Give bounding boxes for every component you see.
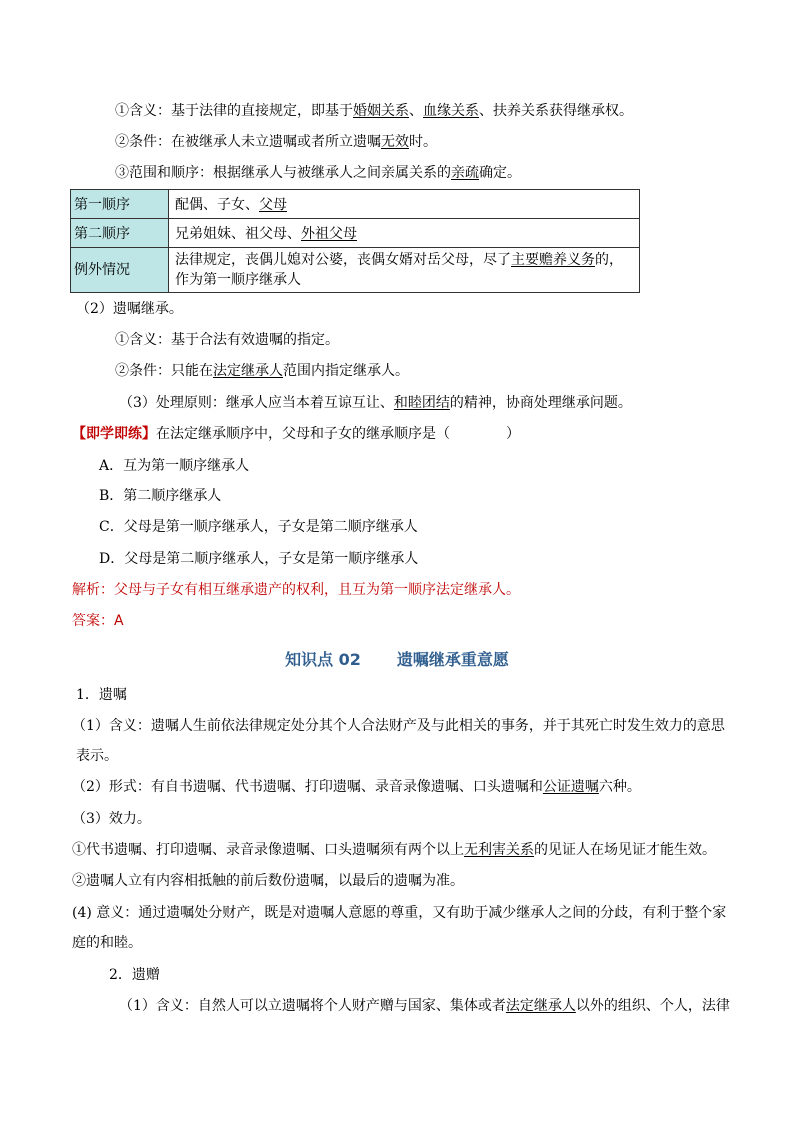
exercise-answer: 答案：A	[72, 613, 124, 629]
bequest-meaning: （1）含义：自然人可以立遗嘱将个人财产赠与国家、集体或者法定继承人以外的组织、个人，法律	[119, 998, 730, 1014]
section-number: 知识点 02	[285, 650, 361, 669]
option-b: B．第二顺序继承人	[99, 488, 222, 504]
will-significance-line1: (4) 意义：通过遗嘱处分财产，既是对遗嘱人意愿的尊重，又有助于减少继承人之间的分歧，有利于整个家	[72, 905, 727, 921]
exercise-analysis: 解析：父母与子女有相互继承遗产的权利，且互为第一顺序法定继承人。	[72, 582, 520, 598]
row-label: 第二顺序	[71, 219, 169, 248]
section-title	[0, 647, 794, 670]
will-form: （2）形式：有自书遗嘱、代书遗嘱、打印遗嘱、录音录像遗嘱、口头遗嘱和公证遗嘱六种。	[72, 779, 641, 795]
will-effect-heading: （3）效力。	[72, 811, 151, 827]
table-row	[71, 248, 640, 293]
exercise-tag: 【即学即练】	[72, 426, 156, 442]
option-d: D．父母是第二顺序继承人，子女是第一顺序继承人	[99, 551, 419, 567]
row-label: 第一顺序	[71, 190, 169, 219]
will-meaning-line2: 表示。	[76, 748, 118, 764]
statutory-condition: ②条件：在被继承人未立遗嘱或者所立遗嘱无效时。	[115, 134, 437, 150]
option-c: C．父母是第一顺序继承人，子女是第二顺序继承人	[99, 519, 418, 535]
table-row	[71, 219, 640, 248]
section-name: 遗嘱继承重意愿	[396, 650, 509, 669]
bequest-heading: 2．遗赠	[109, 967, 160, 983]
row-content: 配偶、子女、父母	[169, 190, 640, 219]
option-a: A．互为第一顺序继承人	[99, 458, 250, 474]
will-effect-1: ①代书遗嘱、打印遗嘱、录音录像遗嘱、口头遗嘱须有两个以上无利害关系的见证人在场见证才能生效。	[72, 842, 716, 858]
statutory-scope: ③范围和顺序：根据继承人与被继承人之间亲属关系的亲疏确定。	[115, 165, 521, 181]
table-row	[71, 190, 640, 219]
row-content: 兄弟姐妹、祖父母、外祖父母	[169, 219, 640, 248]
will-meaning-line1: （1）含义：遗嘱人生前依法律规定处分其个人合法财产及与此相关的事务，并于其死亡时发生效力的意思	[72, 718, 725, 734]
will-inheritance-meaning: ①含义：基于合法有效遗嘱的指定。	[115, 332, 339, 348]
exercise-question: 【即学即练】在法定继承顺序中，父母和子女的继承顺序是（ ）	[72, 426, 520, 442]
statutory-meaning: ①含义：基于法律的直接规定，即基于婚姻关系、血缘关系、扶养关系获得继承权。	[115, 103, 633, 119]
will-inheritance-heading: （2）遗嘱继承。	[76, 301, 183, 317]
row-content: 法律规定，丧偶儿媳对公婆，丧偶女婿对岳父母，尽了主要赡养义务的， 作为第一顺序继承人	[169, 248, 640, 293]
will-inheritance-principle: （3）处理原则：继承人应当本着互谅互让、和睦团结的精神，协商处理继承问题。	[119, 395, 632, 411]
will-effect-2: ②遗嘱人立有内容相抵触的前后数份遗嘱，以最后的遗嘱为准。	[72, 873, 464, 889]
row-label: 例外情况	[71, 248, 169, 293]
will-inheritance-condition: ②条件：只能在法定继承人范围内指定继承人。	[115, 363, 409, 379]
will-heading: 1．遗嘱	[76, 687, 127, 703]
will-significance-line2: 庭的和睦。	[72, 935, 142, 951]
inheritance-order-table	[70, 189, 640, 293]
